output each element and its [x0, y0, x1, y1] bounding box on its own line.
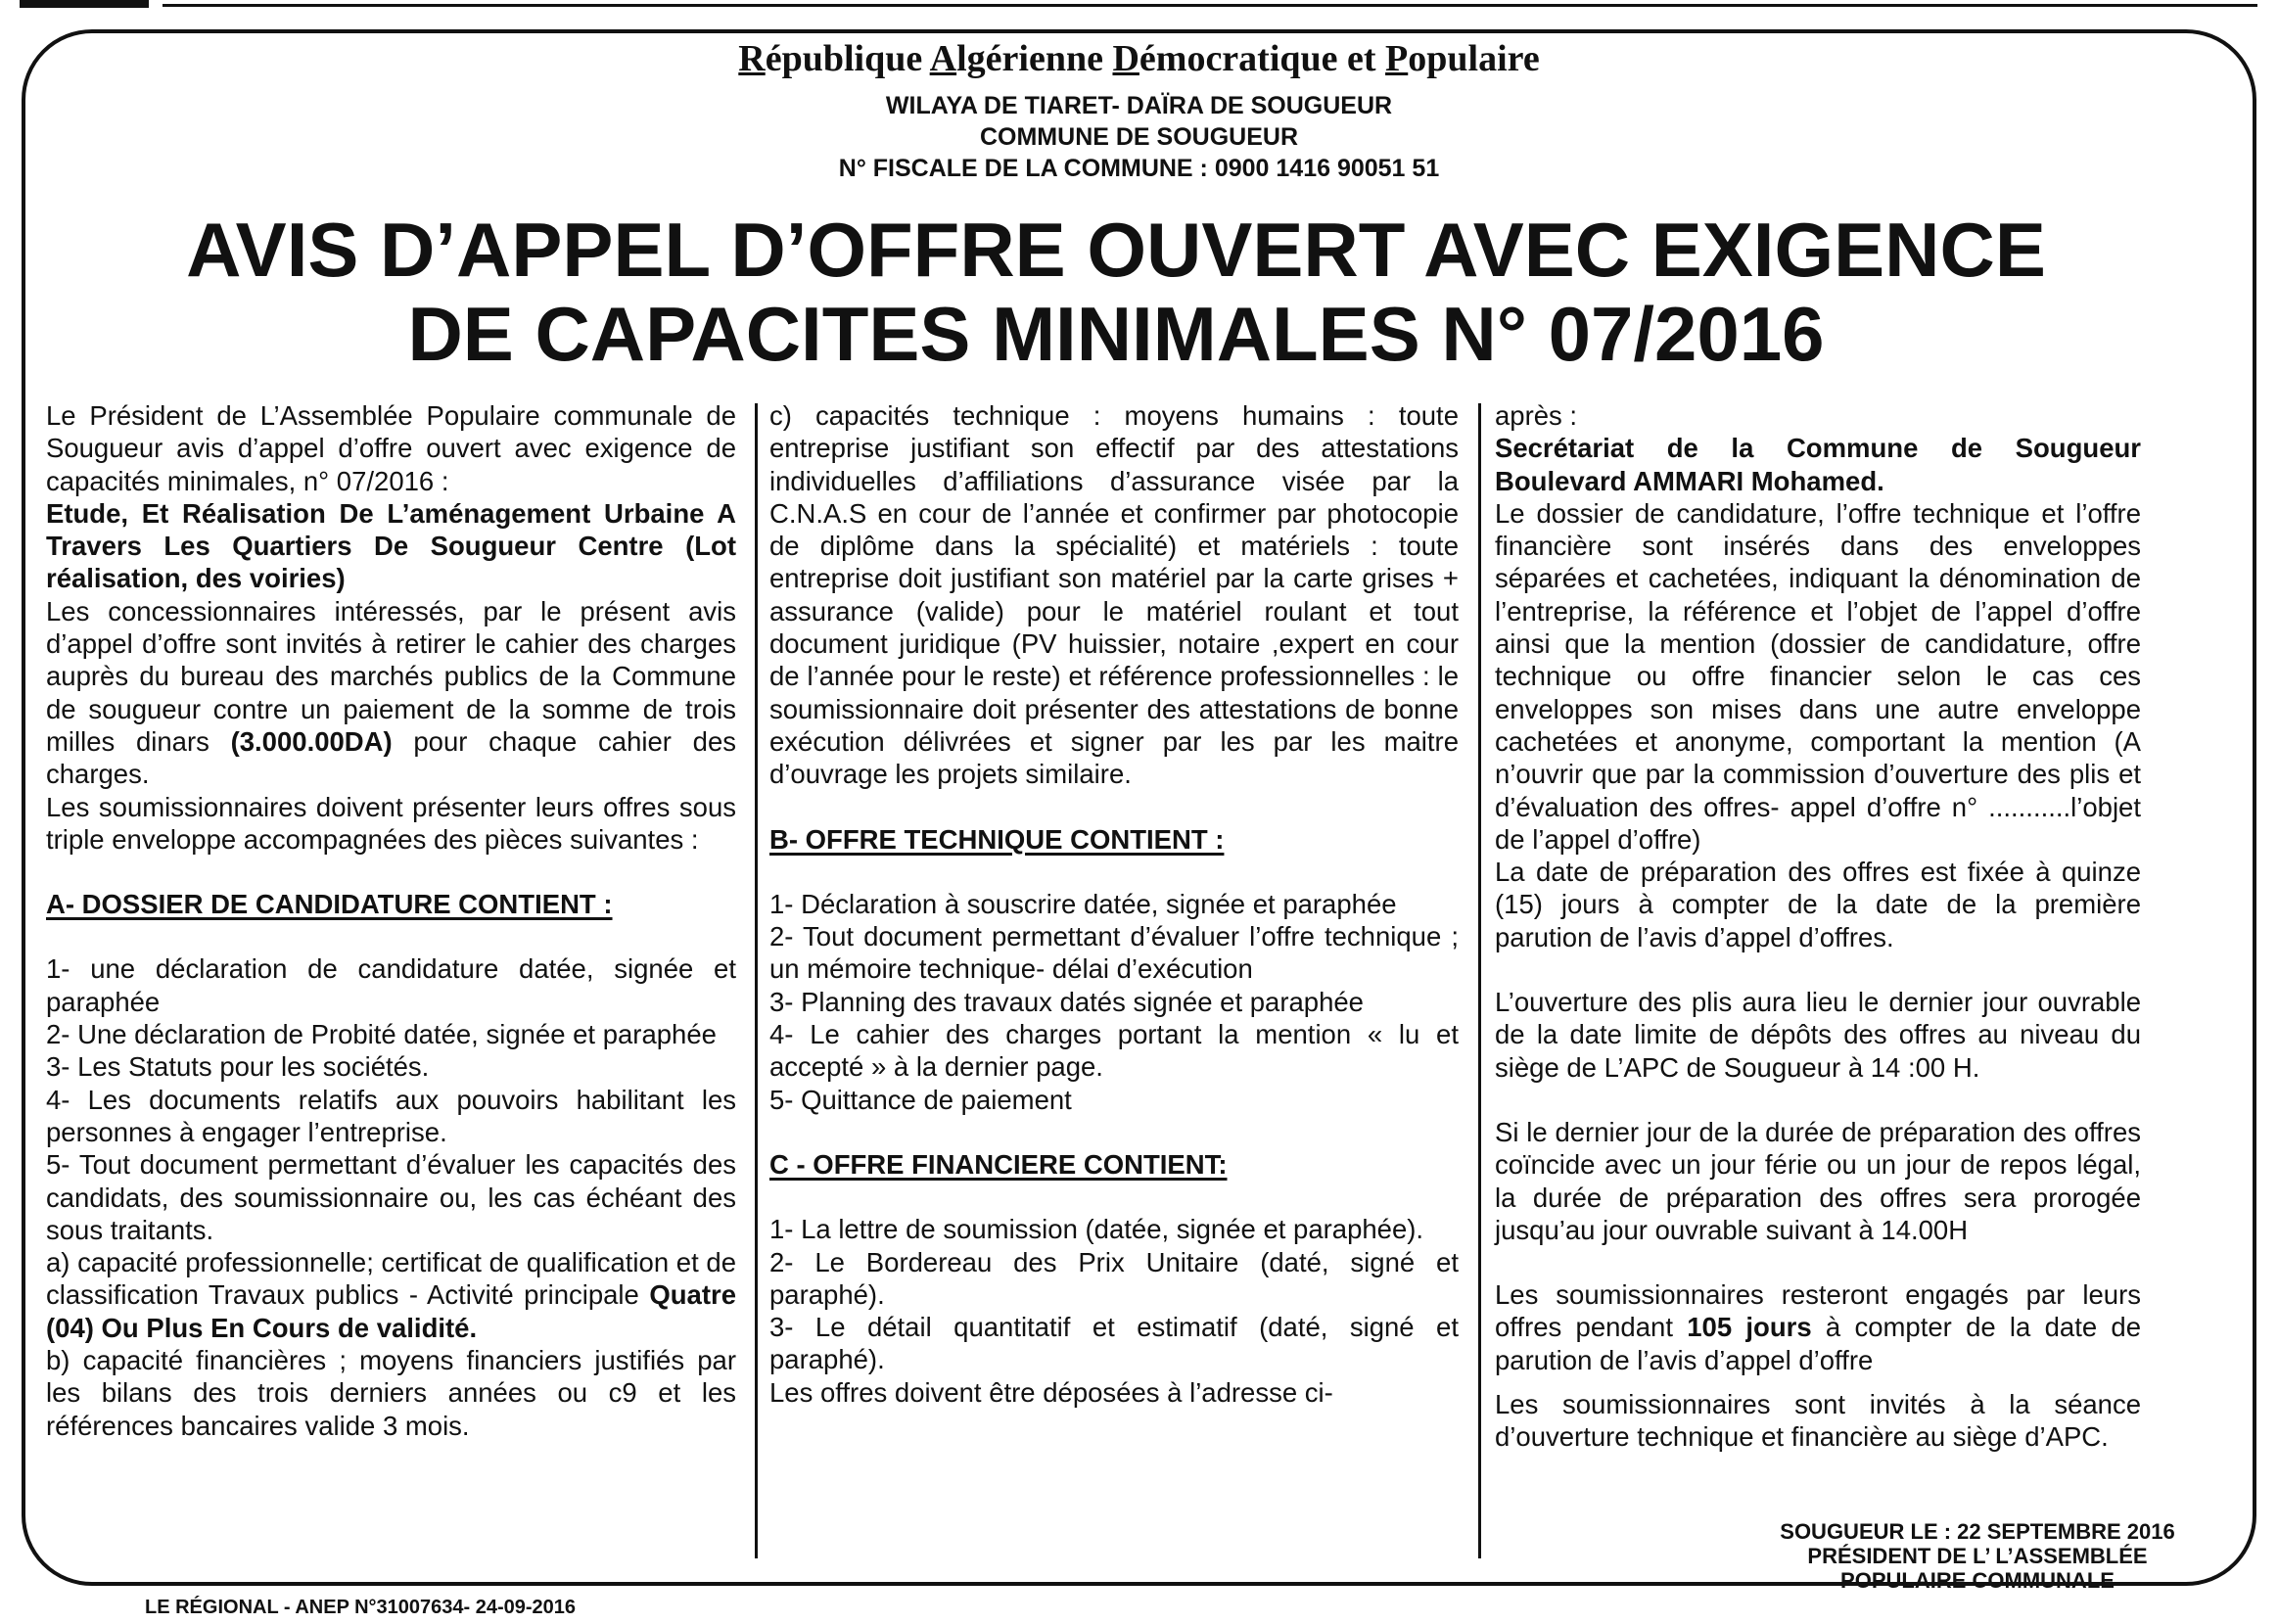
section-c-item-3: 3- Le détail quantitatif et estimatif (daté, signé et paraphé).: [769, 1312, 1459, 1375]
dossier-paragraph: Le dossier de candidature, l’offre technique et l’offre financière sont insérés dans des enveloppes séparées et cachetées, indiquant la dénomination de l’entreprise, la référence et l’objet de l’appel d’offre ainsi que la mention (dossier de candidature, offre technique ou offre financier selon le cas ces enveloppes son mises dans une autre enveloppe cachetées et anonyme, comportant la mention (A n’ouvrir que par la commission d’ouverture des plis et d’évaluation des offres- appel d’offre n° ...........l’objet de l’appel d’offre): [1495, 497, 2141, 855]
section-b-item-1: 1- Déclaration à souscrire datée, signée et paraphée: [769, 888, 1397, 919]
section-a-item-1: 1- une déclaration de candidature datée, signée et paraphée: [46, 953, 736, 1017]
envelope-paragraph: Les soumissionnaires doivent présenter leurs offres sous triple enveloppe accompagnées des pièces suivantes :: [46, 791, 736, 855]
title-line-1: AVIS D’APPEL D’OFFRE OUVERT AVEC EXIGENCE: [186, 207, 2046, 293]
engagement-paragraph: [1495, 1278, 2141, 1376]
capacity-technical: c) capacités technique : moyens humains : toute entreprise justifiant son effectif par des attestations individuelles d’affiliations d’assurance visée par la C.N.A.S en cour de l’année et confirmer par photocopie de diplôme dans la spécialité) et matériels : toute entreprise doit justifiant son matériel par la carte grises + assurance (valide) pour le matériel roulant et tout document juridique (PV huissier, notaire ,expert en cour de l’année pour le reste) et référence professionnelles : le soumissionnaire doit présenter des attestations de bonne exécution délivrées et signer par les par les maitre d’ouvrage les projets similaire.: [769, 400, 1459, 790]
republic-letter-p: P: [1385, 38, 1409, 79]
republic-part-1: épublique: [765, 38, 930, 79]
column-3: [1495, 399, 2141, 1454]
holiday-paragraph: Si le dernier jour de la durée de préparation des offres coïncide avec un jour férie ou un jour de repos légal, la durée de préparation des offres sera prorogée jusqu’au jour ouvrable suivant à 14.00H: [1495, 1116, 2141, 1245]
capacity-professional: [46, 1246, 736, 1344]
signature-title: PRÉSIDENT DE L’ L’ASSEMBLÉE: [1807, 1544, 2148, 1568]
notice-title: [0, 208, 2232, 376]
capacity-professional-category: Quatre (04) Ou Plus En Cours de validité.: [46, 1279, 736, 1343]
capacity-financial: b) capacité financières ; moyens financiers justifiés par les bilans des trois derniers années ou c9 et les références bancaires valide 3 mois.: [46, 1345, 736, 1441]
republic-letter-r: R: [738, 38, 766, 79]
section-a-item-3: 3- Les Statuts pour les sociétés.: [46, 1051, 430, 1083]
session-paragraph: Les soumissionnaires sont invités à la séance d’ouverture technique et financière au siège d’APC.: [1495, 1389, 2141, 1453]
section-b-item-3: 3- Planning des travaux datés signée et paraphée: [769, 986, 1364, 1017]
publication-footer: LE RÉGIONAL - ANEP N°31007634- 24-09-2016: [145, 1597, 577, 1618]
republic-part-2: lgérienne: [956, 38, 1113, 79]
top-rule-block: [20, 0, 149, 8]
project-title: Etude, Et Réalisation De L’aménagement Urbaine A Travers Les Quartiers De Sougueur Centre (Lot réalisation, des voiries): [46, 497, 736, 594]
title-line-2: DE CAPACITES MINIMALES N° 07/2016: [407, 291, 1825, 377]
section-c-item-2: 2- Le Bordereau des Prix Unitaire (daté, signé et paraphé).: [769, 1246, 1459, 1310]
republic-letter-d: D: [1112, 38, 1139, 79]
signature-date: SOUGUEUR LE : 22 SEPTEMBRE 2016: [1780, 1519, 2175, 1544]
section-c-item-1: 1- La lettre de soumission (datée, signée et paraphée).: [769, 1214, 1424, 1245]
column-1: [46, 399, 736, 1442]
commune-line: COMMUNE DE SOUGUEUR: [979, 123, 1298, 151]
republic-part-4: opulaire: [1408, 38, 1540, 79]
section-b-item-4: 4- Le cahier des charges portant la mention « lu et accepté » à la dernier page.: [769, 1019, 1459, 1083]
column-divider-2: [1478, 403, 1481, 1558]
section-a-item-5: 5- Tout document permettant d’évaluer les capacités des candidats, des soumissionnaire ou, les cas échéant des sous traitants.: [46, 1149, 736, 1245]
engagement-text-end: à compter de la date de parution de l’avis d’appel d’offre: [1495, 1312, 2141, 1375]
signature-title-2: POPULAIRE COMMUNALE: [1840, 1568, 2115, 1593]
section-c-heading: C - OFFRE FINANCIERE CONTIENT:: [769, 1148, 1228, 1180]
section-a-heading: A- DOSSIER DE CANDIDATURE CONTIENT :: [46, 889, 613, 920]
signature-block: [1703, 1519, 2252, 1593]
column-divider-1: [755, 403, 758, 1558]
apres-text: après :: [1495, 400, 1578, 431]
opening-paragraph: L’ouverture des plis aura lieu le dernier jour ouvrable de la date limite de dépôts des offres au niveau du siège de L’APC de Sougueur à 14 :00 H.: [1495, 987, 2141, 1083]
engagement-text: Les soumissionnaires resteront engagés par leurs offres pendant: [1495, 1279, 2141, 1343]
wilaya-line: WILAYA DE TIARET- DAÏRA DE SOUGUEUR: [885, 92, 1393, 119]
republic-heading: [0, 35, 2278, 82]
top-rule-line: [163, 0, 2257, 7]
deposit-paragraph: Les offres doivent être déposées à l’adresse ci-: [769, 1376, 1333, 1408]
deposit-address: Secrétariat de la Commune de Sougueur Boulevard AMMARI Mohamed.: [1495, 433, 2141, 496]
top-rule: [0, 0, 2278, 10]
invitation-text-end: pour chaque cahier des charges.: [46, 725, 736, 790]
capacity-professional-text: a) capacité professionnelle; certificat de qualification et de classification Travaux publics - Activité principale: [46, 1247, 736, 1311]
section-b-item-2: 2- Tout document permettant d’évaluer l’offre technique ; un mémoire technique- délai d’exécution: [769, 921, 1459, 985]
preparation-date-paragraph: La date de préparation des offres est fixée à quinze (15) jours à compter de la date de la première parution de l’avis d’appel d’offres.: [1495, 857, 2141, 952]
section-a-item-4: 4- Les documents relatifs aux pouvoirs habilitant les personnes à engager l’entreprise.: [46, 1084, 736, 1147]
section-b-item-5: 5- Quittance de paiement: [769, 1084, 1072, 1115]
invitation-paragraph: [46, 595, 736, 791]
engagement-duration: 105 jours: [1687, 1312, 1812, 1343]
fee-amount: (3.000.00DA): [230, 725, 393, 757]
column-2: [769, 399, 1459, 1409]
invitation-text: Les concessionnaires intéressés, par le présent avis d’appel d’offre sont invités à retirer le cahier des charges auprès du bureau des marchés publics de la Commune de sougueur contre un paiement de la somme de trois milles dinars: [46, 595, 736, 757]
section-b-heading: B- OFFRE TECHNIQUE CONTIENT :: [769, 823, 1225, 855]
section-a-item-2: 2- Une déclaration de Probité datée, signée et paraphée: [46, 1019, 717, 1050]
republic-part-3: émocratique et: [1139, 38, 1386, 79]
intro-paragraph: Le Président de L’Assemblée Populaire communale de Sougueur avis d’appel d’offre ouvert avec exigence de capacités minimales, n° 07/2016 :: [46, 400, 736, 496]
fiscal-number-line: N° FISCALE DE LA COMMUNE : 0900 1416 90051 51: [838, 155, 1440, 182]
republic-letter-a: A: [929, 38, 957, 79]
